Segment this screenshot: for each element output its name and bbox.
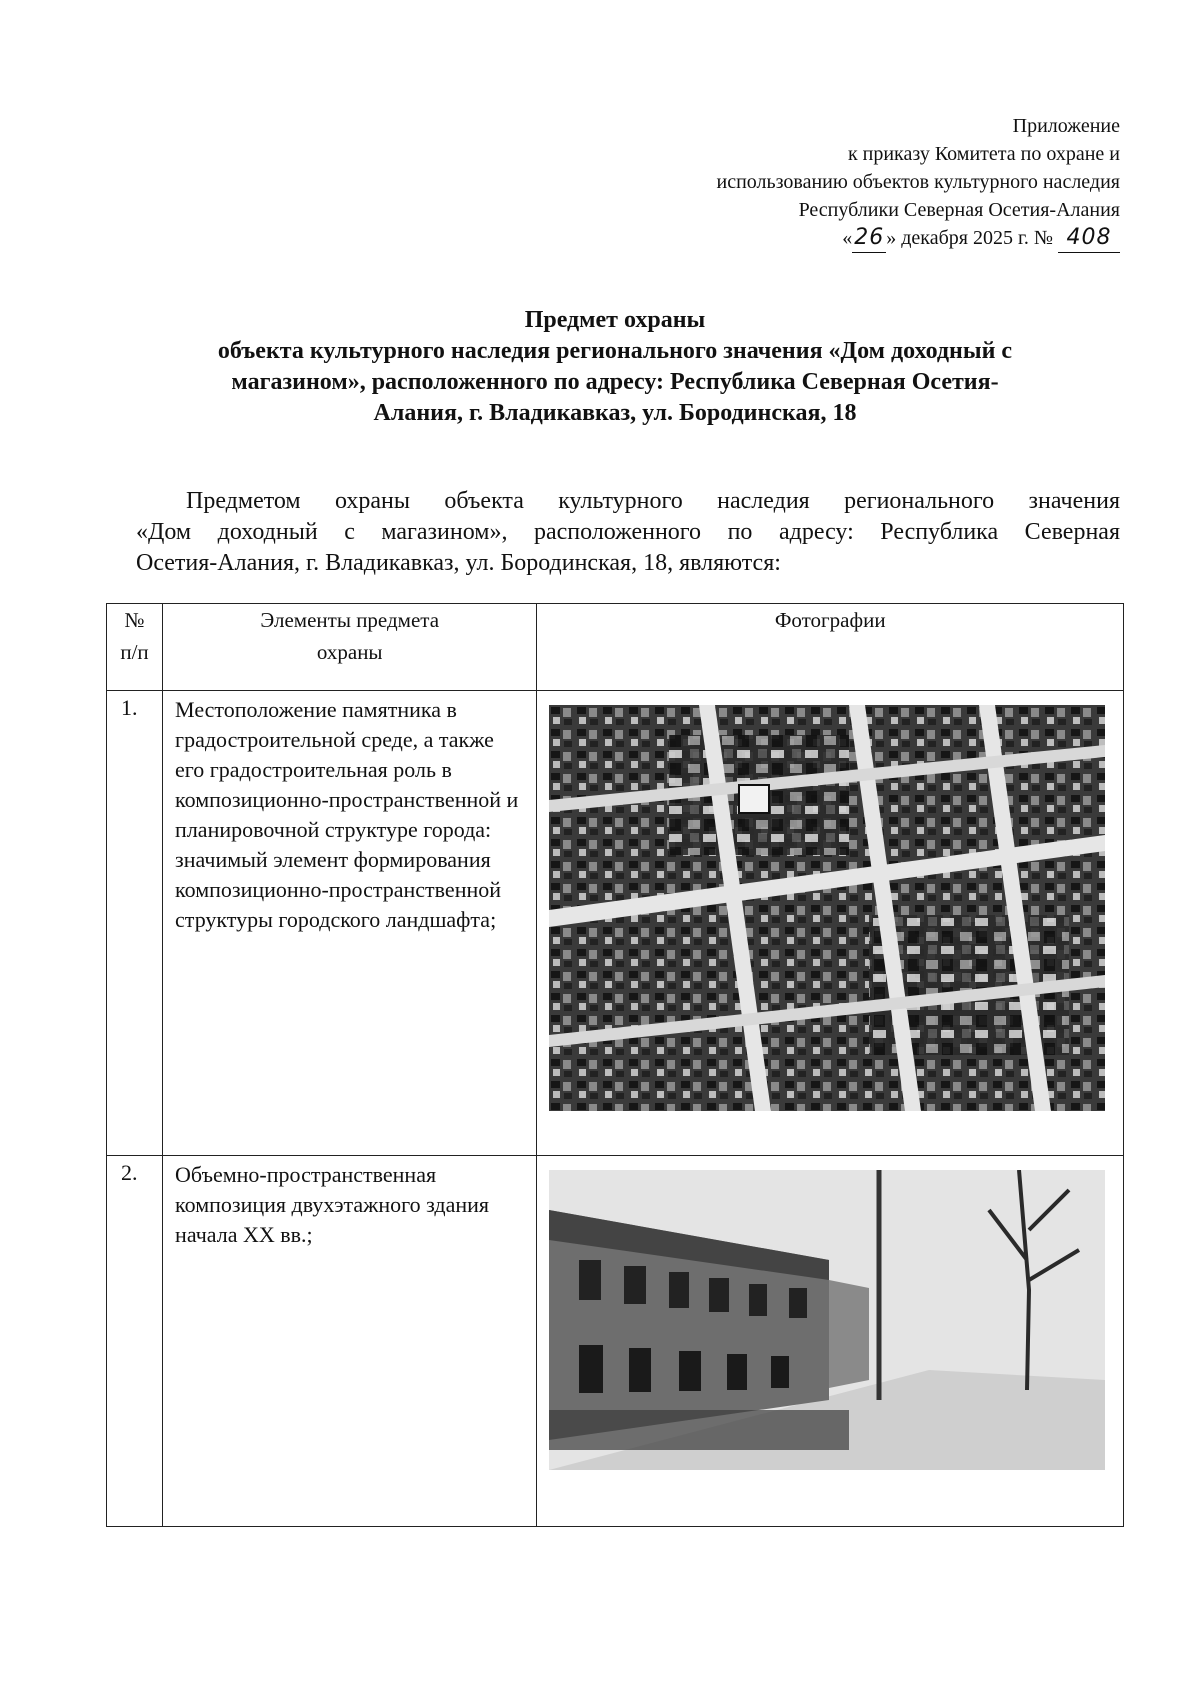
row-element-text: Объемно-пространственная композиция двухэтажного здания начала XX вв.; (163, 1156, 537, 1527)
header-elements-line-2: охраны (316, 640, 383, 664)
row-photo-cell (537, 1156, 1124, 1527)
intro-line-2: «Дом доходный с магазином», расположенного по адресу: Республика Северная (136, 519, 1120, 545)
title-line-4: Алания, г. Владикавказ, ул. Бородинская, 18 (373, 400, 857, 426)
window (579, 1260, 601, 1300)
window (789, 1288, 807, 1318)
window (669, 1272, 689, 1308)
header-photos (537, 604, 1124, 691)
date-open-quote: « (842, 227, 853, 249)
window (579, 1345, 603, 1393)
appendix-block (560, 112, 1120, 253)
handwritten-day: 26 (852, 224, 886, 253)
window (679, 1351, 701, 1391)
header-number-symbol: № (124, 608, 145, 632)
row-number: 1. (107, 691, 163, 1156)
protection-elements-table (106, 603, 1124, 1527)
appendix-title: Приложение (1012, 115, 1120, 137)
title-line-3: магазином», расположенного по адресу: Республика Северная Осетия- (231, 369, 999, 395)
handwritten-order-number: 408 (1058, 224, 1120, 253)
window (629, 1348, 651, 1392)
intro-line-3: Осетия-Алания, г. Владикавказ, ул. Бородинская, 18, являются: (136, 550, 781, 576)
window (624, 1266, 646, 1304)
row-number: 2. (107, 1156, 163, 1527)
row-photo-cell (537, 691, 1124, 1156)
table-row (107, 1156, 1124, 1527)
lawn (549, 1410, 849, 1450)
aerial-map-photo (549, 705, 1105, 1111)
window (709, 1278, 729, 1312)
appendix-order-ref: к приказу Комитета по охране и (847, 143, 1120, 165)
intro-line-1: Предметом охраны объекта культурного наследия регионального значения (186, 488, 1120, 514)
table-header-row (107, 604, 1124, 691)
header-elements (163, 604, 537, 691)
table-row (107, 691, 1124, 1156)
window (749, 1284, 767, 1316)
appendix-republic: Республики Северная Осетия-Алания (798, 199, 1120, 221)
intro-paragraph (136, 486, 1120, 579)
street-building-photo (549, 1170, 1105, 1470)
landmark-building (739, 785, 769, 813)
document-title (110, 305, 1120, 429)
title-line-2: объекта культурного наследия регионального значения «Дом доходный с (217, 338, 1013, 364)
appendix-committee: использованию объектов культурного наследия (716, 171, 1120, 193)
header-photos-label: Фотографии (774, 608, 886, 632)
header-elements-line-1: Элементы предмета (260, 608, 440, 632)
title-line-1: Предмет охраны (524, 307, 706, 333)
header-number-abbr: п/п (120, 640, 149, 664)
window (771, 1356, 789, 1388)
date-month-year: » декабря 2025 г. № (886, 227, 1053, 249)
header-number (107, 604, 163, 691)
row-element-text: Местоположение памятника в градостроительной среде, а также его градостроительная роль в композиционно-пространственной и планировочной структуре города: значимый элемент формирования композиционно-пространственной структуры городского ландшафта; (163, 691, 537, 1156)
window (727, 1354, 747, 1390)
building-side (829, 1280, 869, 1388)
appendix-date-line (560, 224, 1120, 253)
